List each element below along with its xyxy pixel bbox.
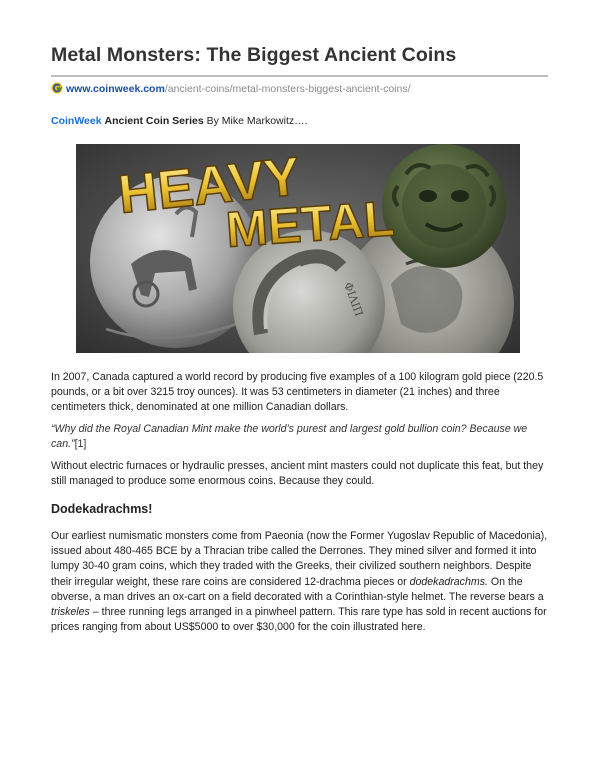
byline: By Mike Markowitz….: [206, 115, 308, 127]
hero-title-line2: METAL: [224, 190, 397, 258]
hero-title-line1: HEAVY: [115, 146, 303, 225]
paragraph-dodekadrachms: [51, 529, 551, 635]
series-brand: CoinWeek: [51, 115, 102, 127]
p3-text-c: On the obverse, a man drives an ox-cart on a field decorated with a Corinthian-style helmet. The reverse bears a: [51, 575, 544, 603]
pull-quote: [51, 422, 551, 452]
footnote-ref[interactable]: [1]: [74, 438, 87, 451]
page-title: Metal Monsters: The Biggest Ancient Coins: [51, 44, 457, 66]
coinweek-favicon-icon: [51, 82, 63, 94]
p3-term-triskeles: triskeles: [51, 606, 90, 619]
hero-image: [76, 144, 520, 353]
series-name: Ancient Coin Series: [104, 115, 204, 127]
heavy-metal-coins-illustration: [76, 144, 520, 353]
p3-text-e: – three running legs arranged in a pinwheel pattern. This rare type has sold in recent auctions for prices ranging from about US$5000 to over $30,000 for the coin illustrated here.: [51, 606, 547, 634]
coin-inscription: ΦΙΛΙΠ: [341, 280, 366, 319]
title-divider: [51, 75, 548, 77]
series-line: [51, 115, 308, 127]
paragraph-intro: In 2007, Canada captured a world record by producing five examples of a 100 kilogram gold piece (220.5 pounds, or a bit over 3215 troy ounces). It was 53 centimeters in diameter (21 inches) and three centimeters thick, denominated at one million Canadian dollars.: [51, 371, 544, 414]
source-domain-link[interactable]: www.coinweek.com: [66, 83, 165, 95]
source-path: /ancient-coins/metal-monsters-biggest-ancient-coins/: [164, 83, 411, 95]
section-heading: Dodekadrachms!: [51, 502, 153, 516]
source-line: [51, 82, 411, 96]
quote-text: “Why did the Royal Canadian Mint make the world’s purest and largest gold bullion coin? Because we can.”: [51, 423, 528, 451]
paragraph-presses: Without electric furnaces or hydraulic presses, ancient mint masters could not duplicate this feat, but they still managed to produce some enormous coins. Because they could.: [51, 460, 544, 488]
p3-term-dodekadrachms: dodekadrachms.: [409, 575, 488, 588]
p3-text-a: Our earliest numismatic monsters come from Paeonia (now the Former Yugoslav Republic of Macedonia), issued about 480-465 BCE by a Thracian tribe called the Derrones. They mined silver and formed it into lumpy 30-40 gram coins, which they traded with the Greeks, their civilized southern neighbors. Despite their irregular weight, these rare coins are considered 12-drachma pieces or: [51, 530, 548, 588]
